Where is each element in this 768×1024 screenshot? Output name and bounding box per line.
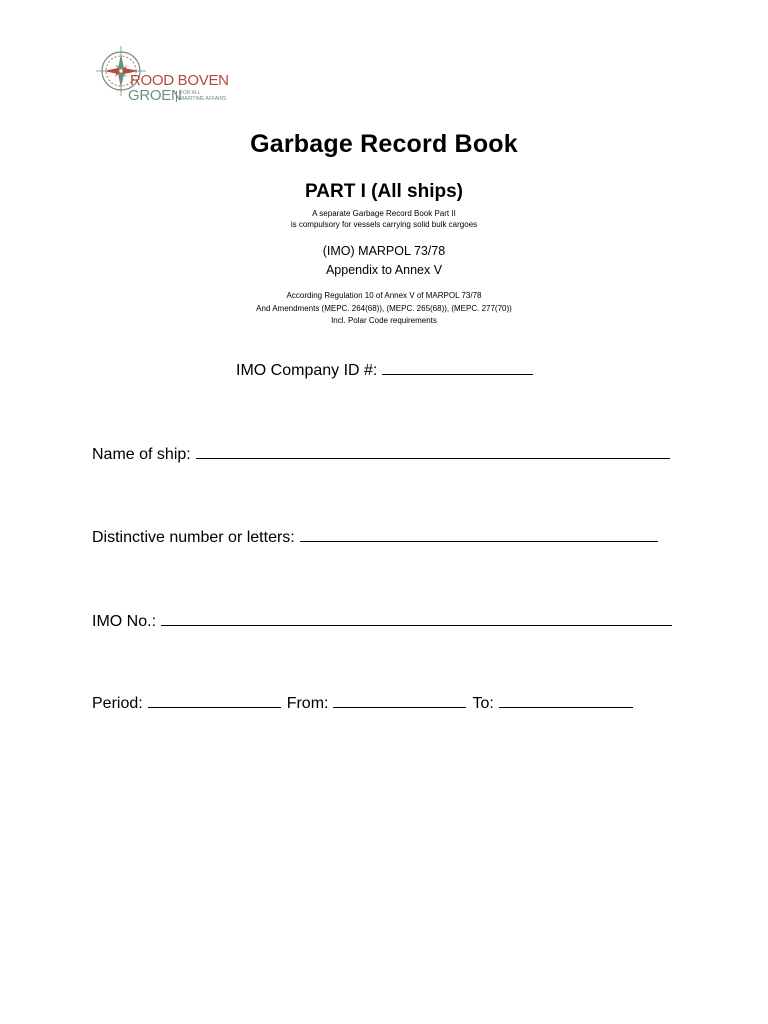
marpol-reference: (IMO) MARPOL 73/78 [322, 244, 446, 258]
logo-text-line1: ROOD BOVEN [130, 72, 229, 89]
note-line-2: is compulsory for vessels carrying solid bulk cargoes [290, 220, 478, 229]
logo-text-line2: GROEN [128, 87, 182, 104]
period-row [92, 693, 633, 713]
regulation-line-2: And Amendments (MEPC. 264(68)), (MEPC. 265(68)), (MEPC. 277(70)) [256, 304, 512, 313]
distinctive-number-row [92, 527, 658, 547]
period-field[interactable] [148, 693, 281, 708]
to-field[interactable] [499, 693, 633, 708]
regulation-line-3: Incl. Polar Code requirements [331, 316, 437, 325]
company-id-label: IMO Company ID #: [236, 362, 378, 379]
imo-number-field[interactable] [161, 611, 672, 626]
regulation-line-1: According Regulation 10 of Annex V of MARPOL 73/78 [286, 291, 482, 300]
to-label: To: [472, 695, 494, 712]
company-id-row [236, 360, 533, 380]
document-title: Garbage Record Book [250, 130, 518, 158]
imo-number-row [92, 611, 672, 631]
distinctive-number-field[interactable] [300, 527, 658, 542]
period-label: Period: [92, 695, 143, 712]
name-of-ship-label: Name of ship: [92, 446, 191, 463]
distinctive-number-label: Distinctive number or letters: [92, 529, 295, 546]
document-part: PART I (All ships) [305, 181, 463, 202]
appendix-reference: Appendix to Annex V [325, 263, 443, 277]
logo-tagline [176, 91, 226, 102]
logo-tagline-line2: MARITIME AFFAIRS [180, 95, 227, 102]
company-logo [94, 44, 234, 106]
from-label: From: [286, 695, 329, 712]
imo-number-label: IMO No.: [92, 613, 157, 630]
company-id-field[interactable] [382, 360, 533, 375]
from-field[interactable] [333, 693, 466, 708]
note-line-1: A separate Garbage Record Book Part II [312, 209, 456, 218]
logo-tagline-line1: FOR ALL [180, 90, 201, 96]
name-of-ship-row [92, 444, 670, 464]
name-of-ship-field[interactable] [196, 444, 670, 459]
